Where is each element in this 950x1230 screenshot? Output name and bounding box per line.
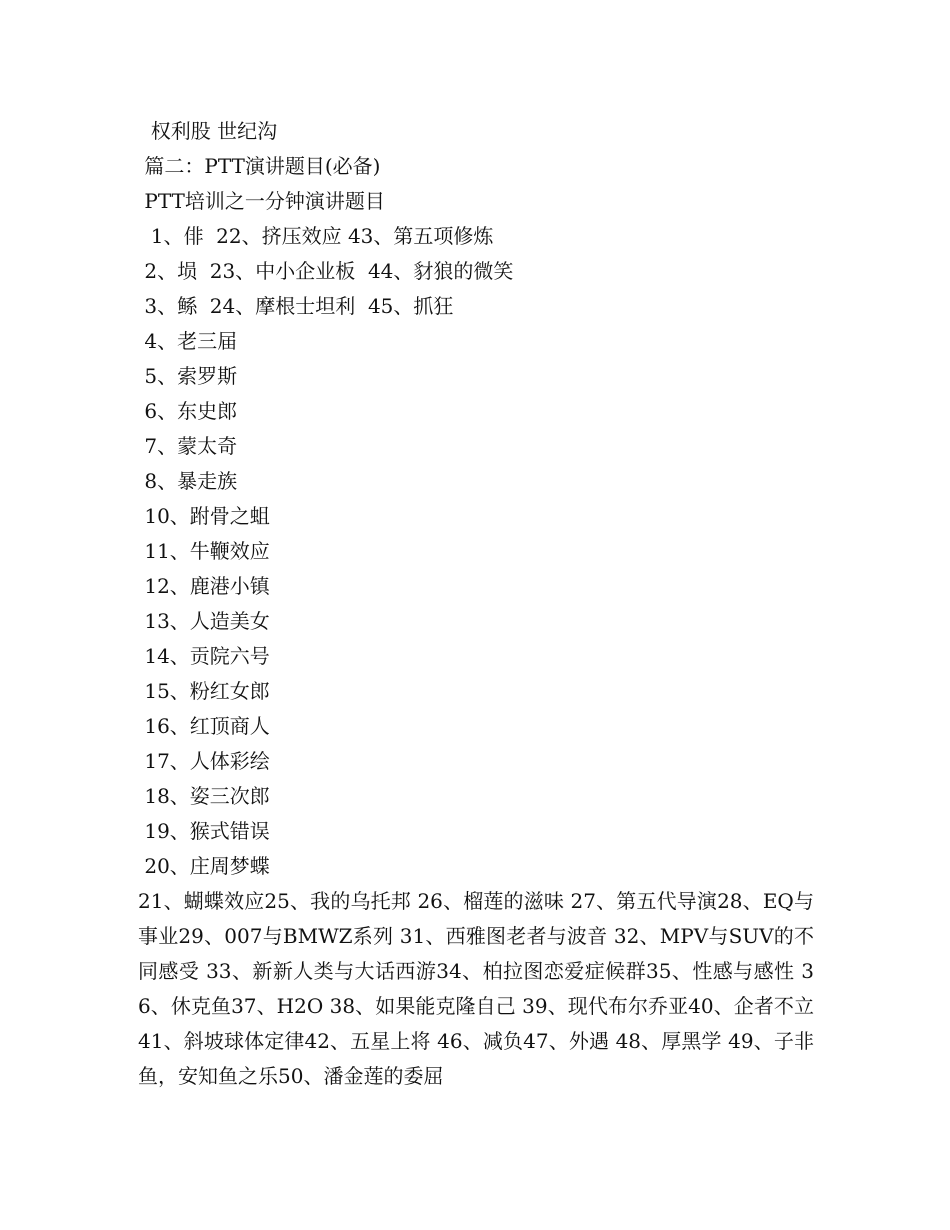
topic-line: 10、跗骨之蛆 <box>138 504 270 528</box>
topic-paragraph: 21、蝴蝶效应25、我的乌托邦 26、榴莲的滋味 27、第五代导演28、EQ与事业29、007与BMWZ系列 31、西雅图老者与波音 32、MPV与SUV的不同感受 33、新新人类与大话西游34、柏拉图恋爱症候群35、性感与感性 36、休克鱼37、H2O 38、如果能克隆自己 39、现代布尔乔亚40、企者不立 41、斜坡球体定律42、五星上将 46、减负47、外遇 48、厚黑学 49、子非鱼，安知鱼之乐50、潘金莲的委屈 <box>138 889 814 1088</box>
section-title: 篇二：PTT演讲题目(必备) <box>138 154 381 178</box>
topic-line: 7、蒙太奇 <box>138 434 238 458</box>
topic-line: 17、人体彩绘 <box>138 749 270 773</box>
topic-line: 20、庄周梦蝶 <box>138 854 270 878</box>
topic-line: 12、鹿港小镇 <box>138 574 270 598</box>
subtitle: PTT培训之一分钟演讲题目 <box>138 189 385 213</box>
topic-line: 4、老三届 <box>138 329 238 353</box>
topic-line: 5、索罗斯 <box>138 364 238 388</box>
topic-line: 15、粉红女郎 <box>138 679 270 703</box>
topic-line: 16、红顶商人 <box>138 714 270 738</box>
topic-line: 2、埙 23、中小企业板 44、豺狼的微笑 <box>138 259 514 283</box>
header-line: 权利股 世纪沟 <box>138 119 278 143</box>
topic-line: 14、贡院六号 <box>138 644 270 668</box>
topic-line: 1、俳 22、挤压效应 43、第五项修炼 <box>138 224 494 248</box>
topic-line: 3、鲧 24、摩根士坦利 45、抓狂 <box>138 294 454 318</box>
topic-line: 11、牛鞭效应 <box>138 539 270 563</box>
topic-line: 8、暴走族 <box>138 469 238 493</box>
topic-line: 18、姿三次郎 <box>138 784 270 808</box>
topic-line: 13、人造美女 <box>138 609 270 633</box>
topic-line: 6、东史郎 <box>138 399 238 423</box>
topic-line: 19、猴式错误 <box>138 819 270 843</box>
